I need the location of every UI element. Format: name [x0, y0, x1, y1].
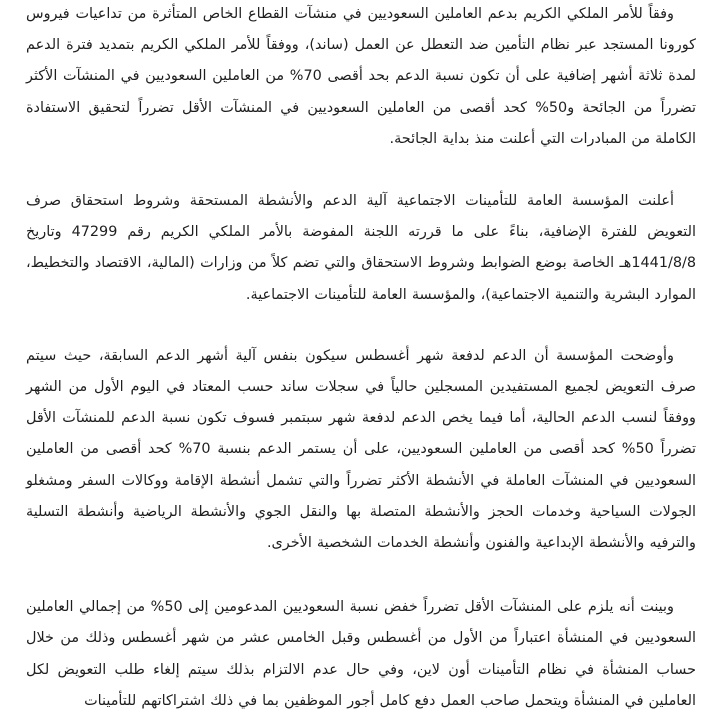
paragraph-support-decree: وفقاً للأمر الملكي الكريم بدعم العاملين السعوديين في منشآت القطاع الخاص المتأثرة من تداعيات فيروس كورونا المستجد عبر نظام التأمين ضد التعطل عن العمل (ساند)، ووفقاً للأمر الملكي الكريم بتمديد فترة الدعم لمدة ثلاثة أشهر إضافية على أن تكون نسبة الدعم بحد أقصى 70% من العاملين السعوديين في المنشآت الأكثر تضرراً من الجائحة و50% كحد أقصى من العاملين السعوديين في المنشآت الأقل تضرراً لتحقيق الاستفادة الكاملة من المبادرات التي أعلنت منذ بداية الجائحة.	[26, 6, 697, 147]
paragraph-establishment-obligations: وبينت أنه يلزم على المنشآت الأقل تضرراً خفض نسبة السعوديين المدعومين إلى 50% من إجمالي العاملين السعوديين في المنشأة اعتباراً من الأول من أغسطس وقبل الخامس عشر من شهر أغسطس وذلك من خلال حساب المنشأة في نظام التأمينات أون لاين، وفي حال عدم الالتزام بذلك سيتم إلغاء طلب التعويض لكل العاملين في المنشأة ويتحمل صاحب العمل دفع كامل أجور الموظفين بما في ذلك اشتراكاتهم للتأمينات	[26, 599, 696, 709]
paragraph-gosi-announcement: أعلنت المؤسسة العامة للتأمينات الاجتماعية آلية الدعم والأنشطة المستحقة وشروط استحقاق صرف التعويض للفترة الإضافية، بناءً على ما قررته اللجنة المفوضة بالأمر الملكي الكريم رقم 47299 وتاريخ 1441/8/8هـ الخاصة بوضع الضوابط وشروط الاستحقاق والتي تضم كلاً من وزارات (المالية، الاقتصاد والتخطيط، الموارد البشرية والتنمية الاجتماعية)، والمؤسسة العامة للتأمينات الاجتماعية.	[26, 193, 696, 303]
paragraph-august-september-payments: وأوضحت المؤسسة أن الدعم لدفعة شهر أغسطس سيكون بنفس آلية أشهر الدعم السابقة، حيث سيتم صرف التعويض لجميع المستفيدين المسجلين حالياً في سجلات ساند حسب المعتاد في اليوم الأول من الشهر ووفقاً لنسب الدعم الحالية، أما فيما يخص الدعم لدفعة شهر سبتمبر فسوف تكون نسبة الدعم للمنشآت الأقل تضرراً 50% كحد أقصى من العاملين السعوديين، على أن يستمر الدعم بنسبة 70% كحد أقصى من العاملين السعوديين في المنشآت العاملة في الأنشطة الأكثر تضرراً والتي تشمل أنشطة الإقامة ووكالات السفر ومشغلو الجولات السياحية وخدمات الحجز والأنشطة المتصلة بها والنقل الجوي والأنشطة الرياضية وأنشطة التسلية والترفيه والأنشطة الإبداعية والفنون وأنشطة الخدمات الشخصية الأخرى.	[26, 347, 696, 552]
